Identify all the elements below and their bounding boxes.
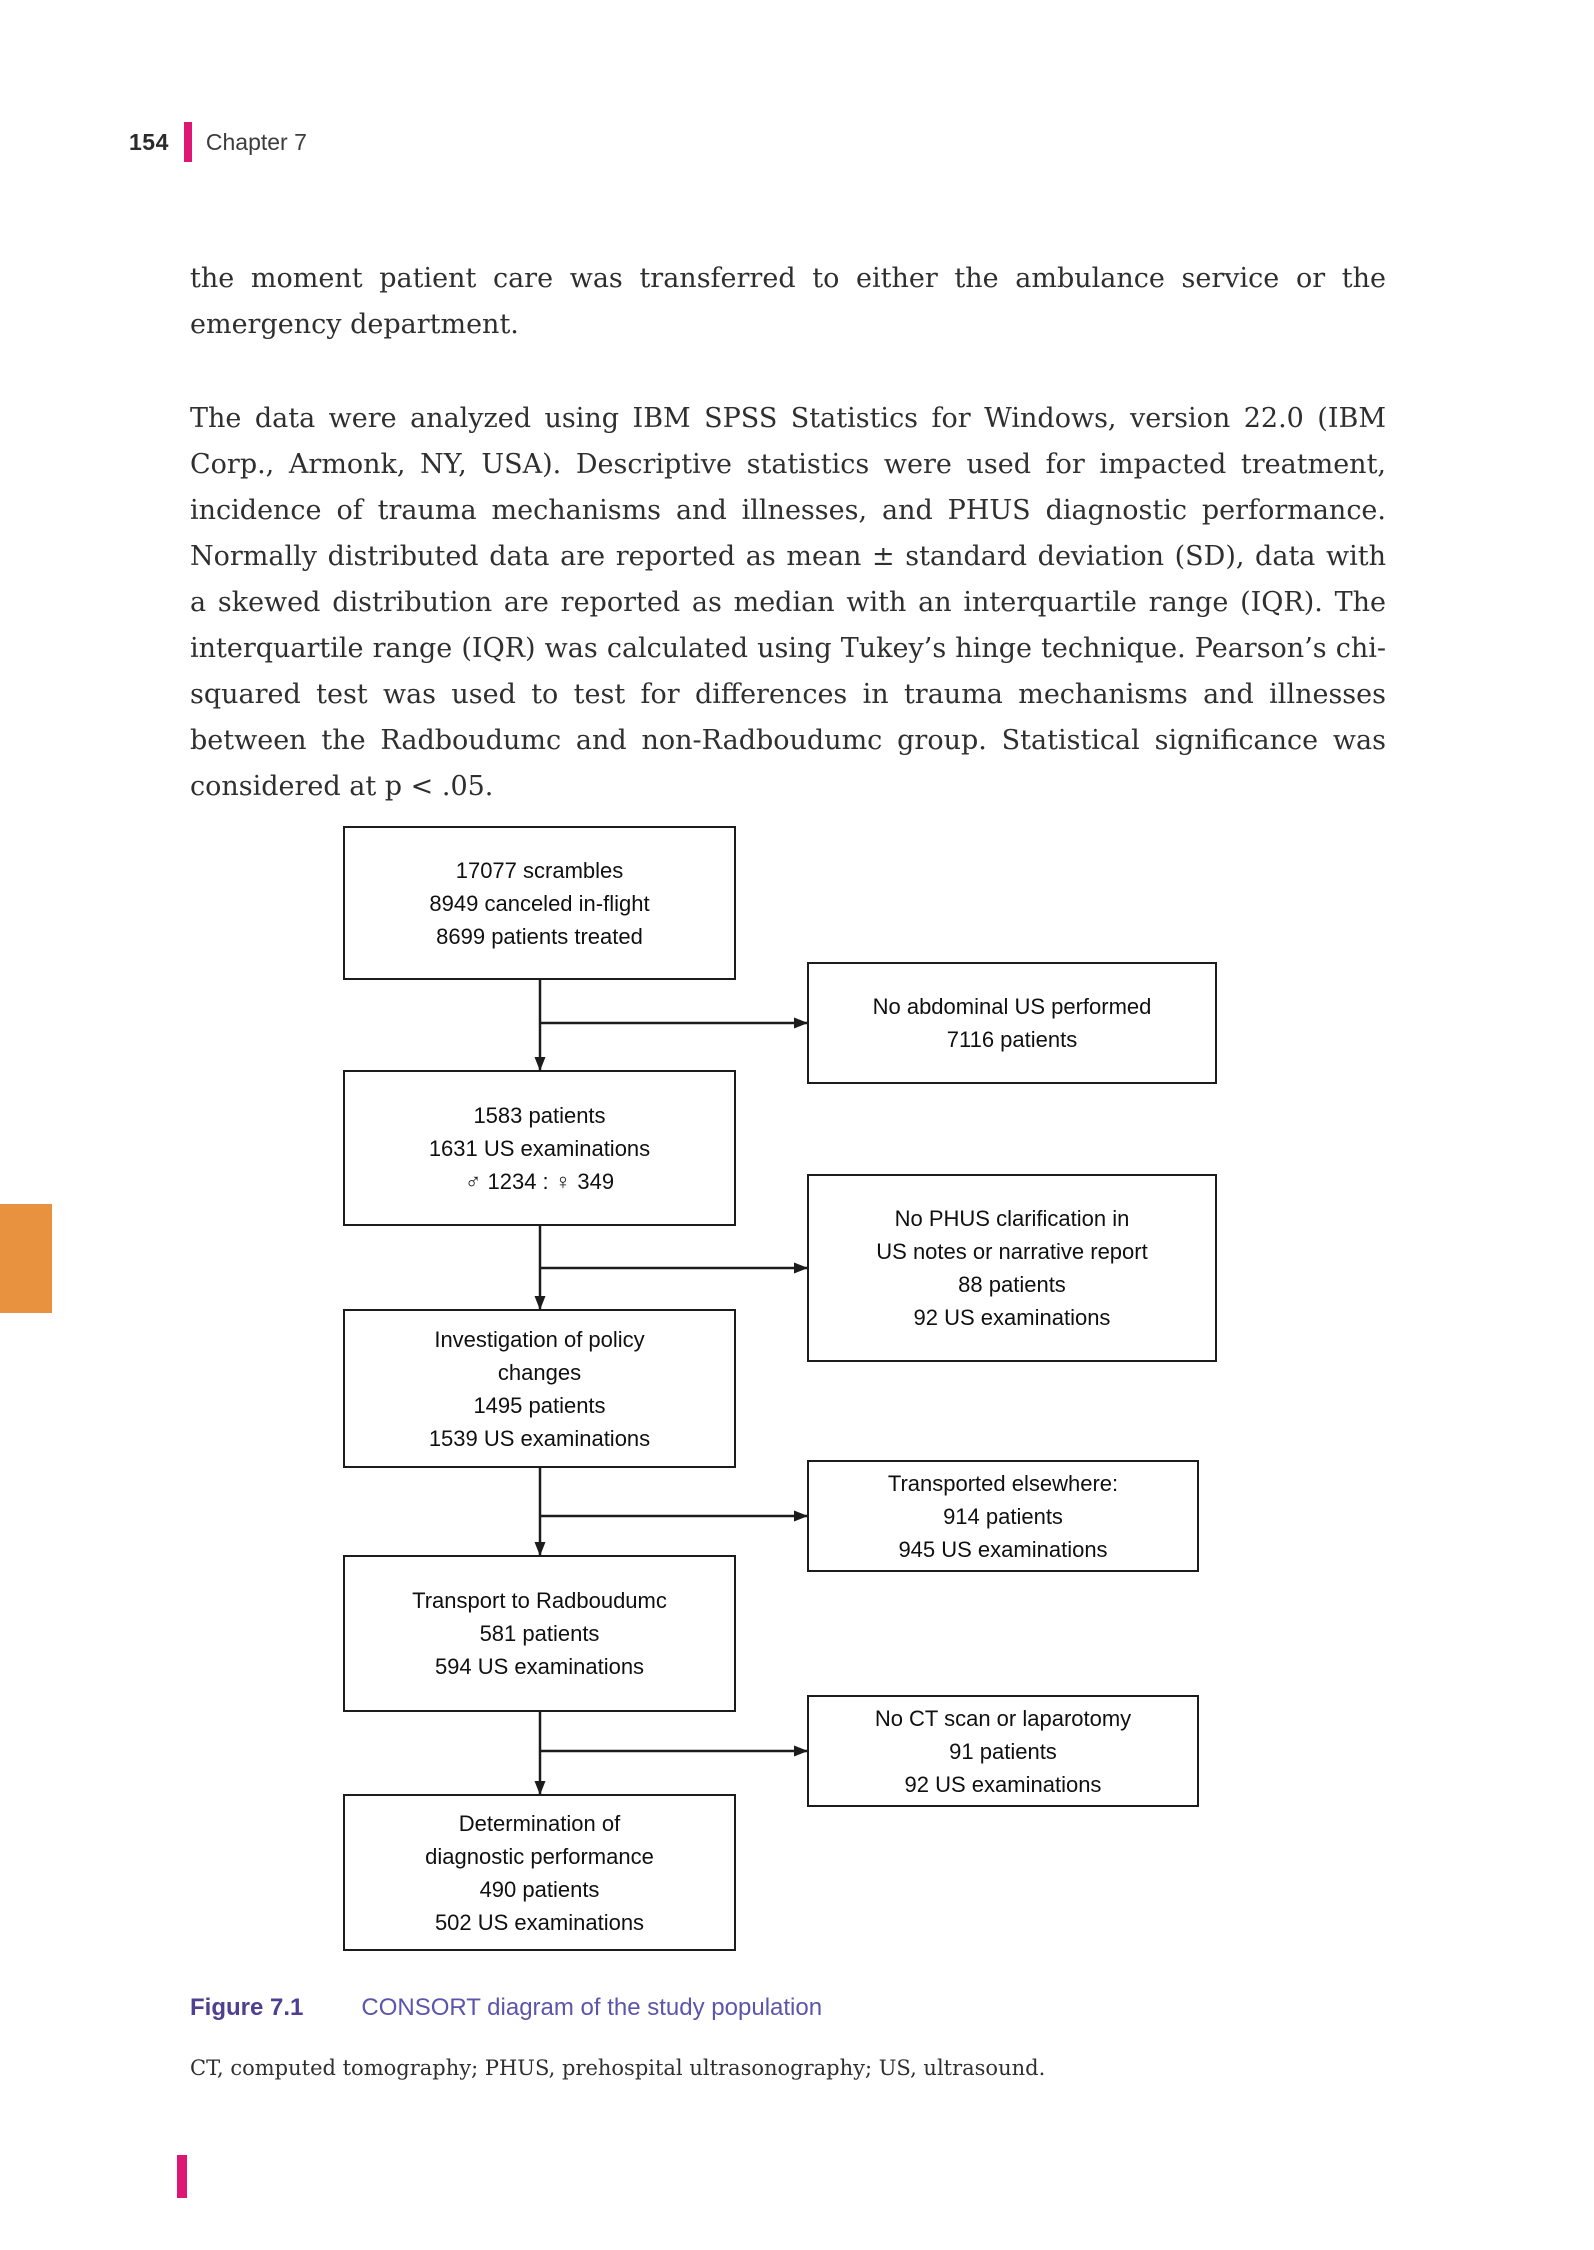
box-line: ♂ 1234 : ♀ 349 — [464, 1168, 615, 1194]
box-line: 91 patients — [949, 1738, 1057, 1764]
body-paragraph-1: the moment patient care was transferred to either the ambulance service or the emergency department. — [190, 263, 1386, 340]
flow-box-scrambles — [343, 826, 736, 980]
figure-caption-row — [190, 1994, 822, 2022]
box-line: 7116 patients — [946, 1027, 1078, 1052]
box-line: Transported elsewhere: — [887, 1470, 1119, 1496]
figure-label: Figure 7.1 — [190, 1994, 304, 2021]
box-line: 945 US examinations — [898, 1536, 1108, 1562]
box-line: 594 US examinations — [434, 1654, 645, 1679]
box-line: 88 patients — [958, 1272, 1066, 1297]
box-line: 490 patients — [479, 1876, 600, 1902]
page-number: 154 — [129, 128, 169, 155]
box-line: Transport to Radboudumc — [412, 1588, 667, 1613]
side-box-no-abdominal-us — [807, 962, 1217, 1084]
flow-box-included-patients — [343, 1070, 736, 1226]
box-line: 502 US examinations — [434, 1909, 645, 1935]
page-header — [129, 122, 307, 162]
box-line: 92 US examinations — [913, 1305, 1111, 1330]
box-line: No PHUS clarification in — [894, 1206, 1130, 1231]
flow-box-diagnostic-performance — [343, 1794, 736, 1951]
figure-footnote: CT, computed tomography; PHUS, prehospital ultrasonography; US, ultrasound. — [190, 2056, 1046, 2080]
side-box-no-ct-laparotomy — [807, 1695, 1199, 1807]
box-line: 1583 patients — [473, 1102, 606, 1128]
box-line: 581 patients — [479, 1621, 600, 1646]
box-line: US notes or narrative report — [876, 1239, 1148, 1264]
box-line: Investigation of policy — [434, 1326, 645, 1352]
flow-box-policy-investigation — [343, 1309, 736, 1468]
box-line: 1631 US examinations — [428, 1135, 651, 1161]
box-line: 17077 scrambles — [455, 857, 624, 883]
box-line: 1539 US examinations — [428, 1425, 651, 1451]
header-accent-bar — [184, 122, 192, 162]
side-box-transported-elsewhere — [807, 1460, 1199, 1572]
box-line: No abdominal US performed — [872, 994, 1152, 1019]
box-line: diagnostic performance — [425, 1843, 654, 1869]
flow-box-transport-radboudumc — [343, 1555, 736, 1712]
body-text-block — [190, 256, 1386, 810]
box-line: No CT scan or laparotomy — [874, 1705, 1132, 1731]
box-line: 92 US examinations — [904, 1771, 1102, 1797]
box-line: 1495 patients — [473, 1392, 606, 1418]
side-box-no-phus-clarification — [807, 1174, 1217, 1362]
figure-caption: CONSORT diagram of the study population — [361, 1994, 823, 2021]
chapter-label: Chapter 7 — [205, 128, 307, 155]
body-paragraph-2: The data were analyzed using IBM SPSS Statistics for Windows, version 22.0 (IBM Corp., Armonk, NY, USA). Descriptive statistics were used for impacted treatment, incidence of trauma mechanisms and illnesses, and PHUS diagnostic performance. Normally distributed data are reported as mean ± standard deviation (SD), data with a skewed distribution are reported as median with an interquartile range (IQR). The interquartile range (IQR) was calculated using Tukey’s hinge technique. Pearson’s chi-squared test was used to test for differences in trauma mechanisms and illnesses between the Radboudumc and non-Radboudumc group. Statistical significance was considered at p < .05. — [190, 403, 1386, 802]
box-line: Determination of — [458, 1810, 621, 1836]
bottom-accent-bar — [177, 2155, 187, 2198]
box-line: 8949 canceled in-flight — [429, 890, 650, 916]
box-line: changes — [497, 1359, 582, 1385]
box-line: 8699 patients treated — [436, 923, 643, 949]
box-line: 914 patients — [943, 1503, 1063, 1529]
page-edge-tab — [0, 1204, 52, 1313]
